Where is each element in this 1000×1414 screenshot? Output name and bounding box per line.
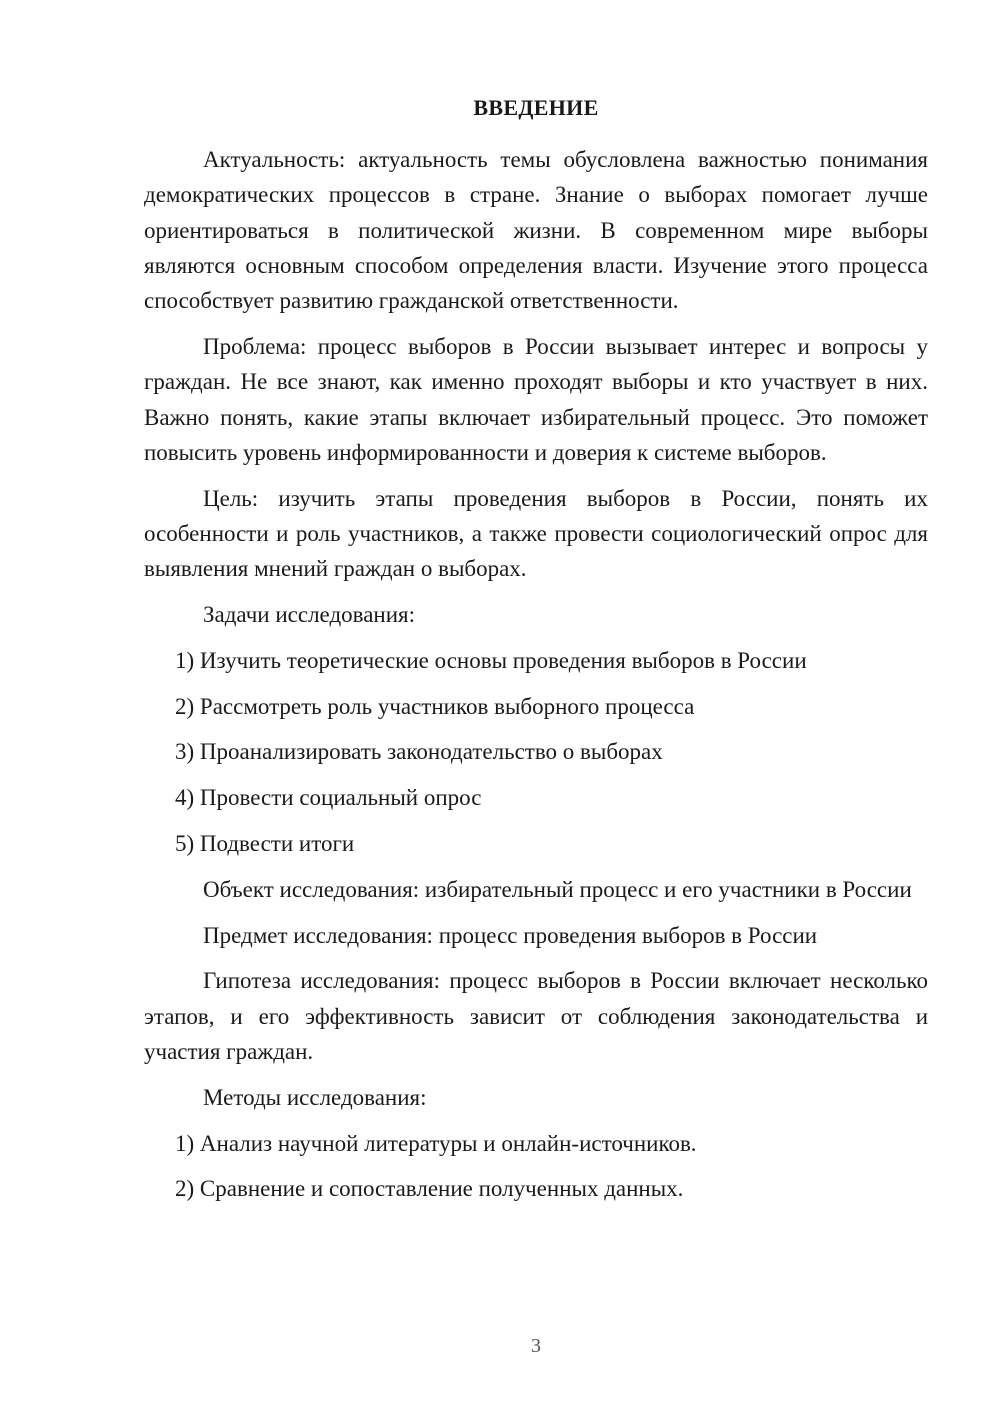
list-item: 3) Проанализировать законодательство о выборах <box>175 739 663 765</box>
list-item: 4) Провести социальный опрос <box>175 785 482 811</box>
paragraph-relevance: Актуальность: актуальность темы обусловлена важностью понимания демократических процессов в стране. Знание о выборах помогает лучше ориентироваться в политической жизни. В современном мире выборы являются основным способом определения власти. Изучение этого процесса способствует развитию гражданской ответственности. <box>144 147 928 314</box>
methods-heading: Методы исследования: <box>203 1084 427 1110</box>
methods-list <box>144 1126 928 1207</box>
list-item: 1) Анализ научной литературы и онлайн-источников. <box>175 1130 697 1156</box>
list-item: 2) Сравнение и сопоставление полученных данных. <box>175 1176 684 1202</box>
paragraph-goal: Цель: изучить этапы проведения выборов в России, понять их особенности и роль участников, а также провести социологический опрос для выявления мнений граждан о выборах. <box>144 485 928 582</box>
list-item: 1) Изучить теоретические основы проведения выборов в России <box>175 647 807 673</box>
tasks-heading: Задачи исследования: <box>203 602 416 628</box>
section-title: ВВЕДЕНИЕ <box>473 95 599 120</box>
paragraph-problem: Проблема: процесс выборов в России вызывает интерес и вопросы у граждан. Не все знают, как именно проходят выборы и кто участвует в них. Важно понять, какие этапы включает избирательный процесс. Это поможет повысить уровень информированности и доверия к системе выборов. <box>144 333 928 465</box>
paragraph-object: Объект исследования: избирательный процесс и его участники в России <box>203 876 912 902</box>
list-item: 5) Подвести итоги <box>175 831 355 857</box>
document-body <box>144 142 928 1217</box>
paragraph-subject: Предмет исследования: процесс проведения выборов в России <box>203 922 818 948</box>
page-number: 3 <box>531 1335 541 1357</box>
paragraph-hypothesis: Гипотеза исследования: процесс выборов в России включает несколько этапов, и его эффективность зависит от соблюдения законодательства и участия граждан. <box>144 968 928 1065</box>
list-item: 2) Рассмотреть роль участников выборного процесса <box>175 693 695 719</box>
tasks-list <box>144 643 928 861</box>
